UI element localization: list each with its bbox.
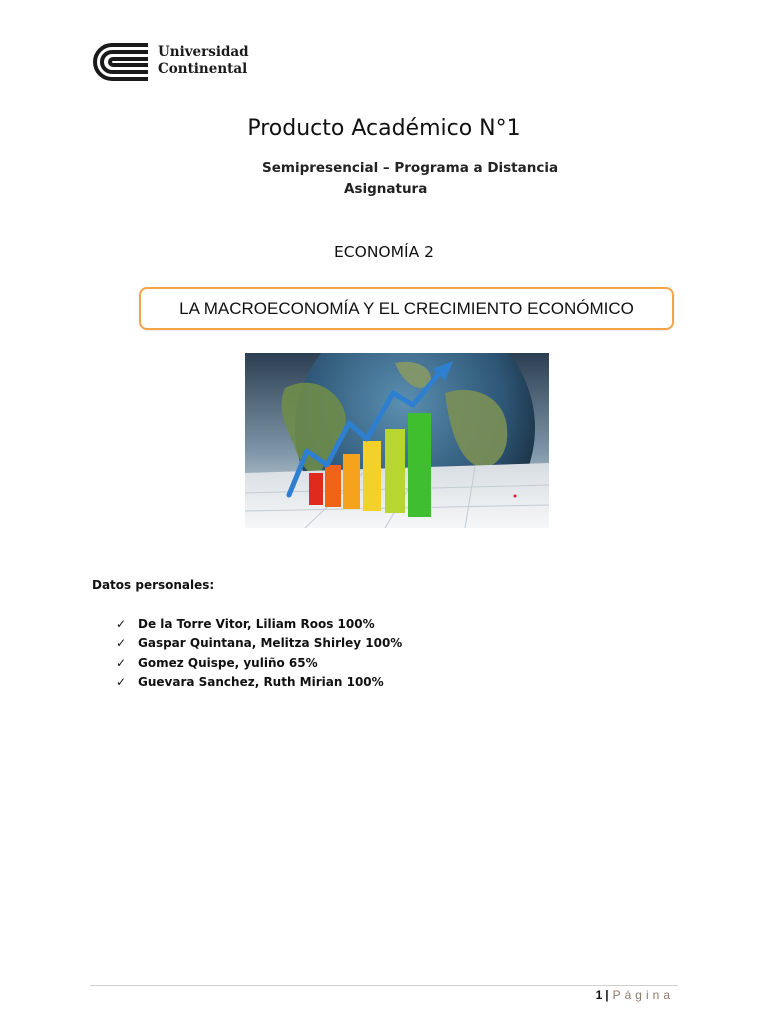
subject-label: Asignatura (344, 181, 428, 197)
personal-data-label: Datos personales: (92, 578, 215, 592)
university-logo-icon (90, 42, 150, 82)
list-item (116, 614, 402, 634)
member-name: Guevara Sanchez, Ruth Mirian 100% (138, 675, 384, 690)
document-title: Producto Académico N°1 (247, 116, 521, 141)
footer-divider (90, 985, 678, 986)
footer-separator: | (605, 988, 609, 1002)
topic-title: LA MACROECONOMÍA Y EL CRECIMIENTO ECONÓMICO (179, 298, 634, 318)
university-name-line1: Universidad (158, 44, 249, 60)
growth-chart-illustration (245, 353, 549, 528)
university-name-line2: Continental (158, 61, 248, 77)
university-name (158, 44, 249, 78)
program-subtitle: Semipresencial – Programa a Distancia (262, 160, 559, 176)
page-number: 1 (595, 988, 603, 1002)
checkmark-icon: ✓ (116, 616, 127, 631)
member-name: Gaspar Quintana, Melitza Shirley 100% (138, 636, 403, 651)
list-item (116, 653, 402, 673)
list-item (116, 634, 402, 654)
checkmark-icon: ✓ (116, 675, 127, 690)
member-name: Gomez Quispe, yuliño 65% (138, 655, 318, 670)
course-name: ECONOMÍA 2 (334, 243, 434, 261)
page-footer (596, 988, 674, 1002)
checkmark-icon: ✓ (116, 655, 127, 670)
list-item (116, 673, 402, 693)
university-logo (90, 40, 250, 86)
checkmark-icon: ✓ (116, 636, 127, 651)
page-word: Página (612, 988, 674, 1002)
member-name: De la Torre Vitor, Liliam Roos 100% (138, 616, 375, 631)
topic-box (139, 287, 674, 330)
member-list (116, 614, 402, 692)
